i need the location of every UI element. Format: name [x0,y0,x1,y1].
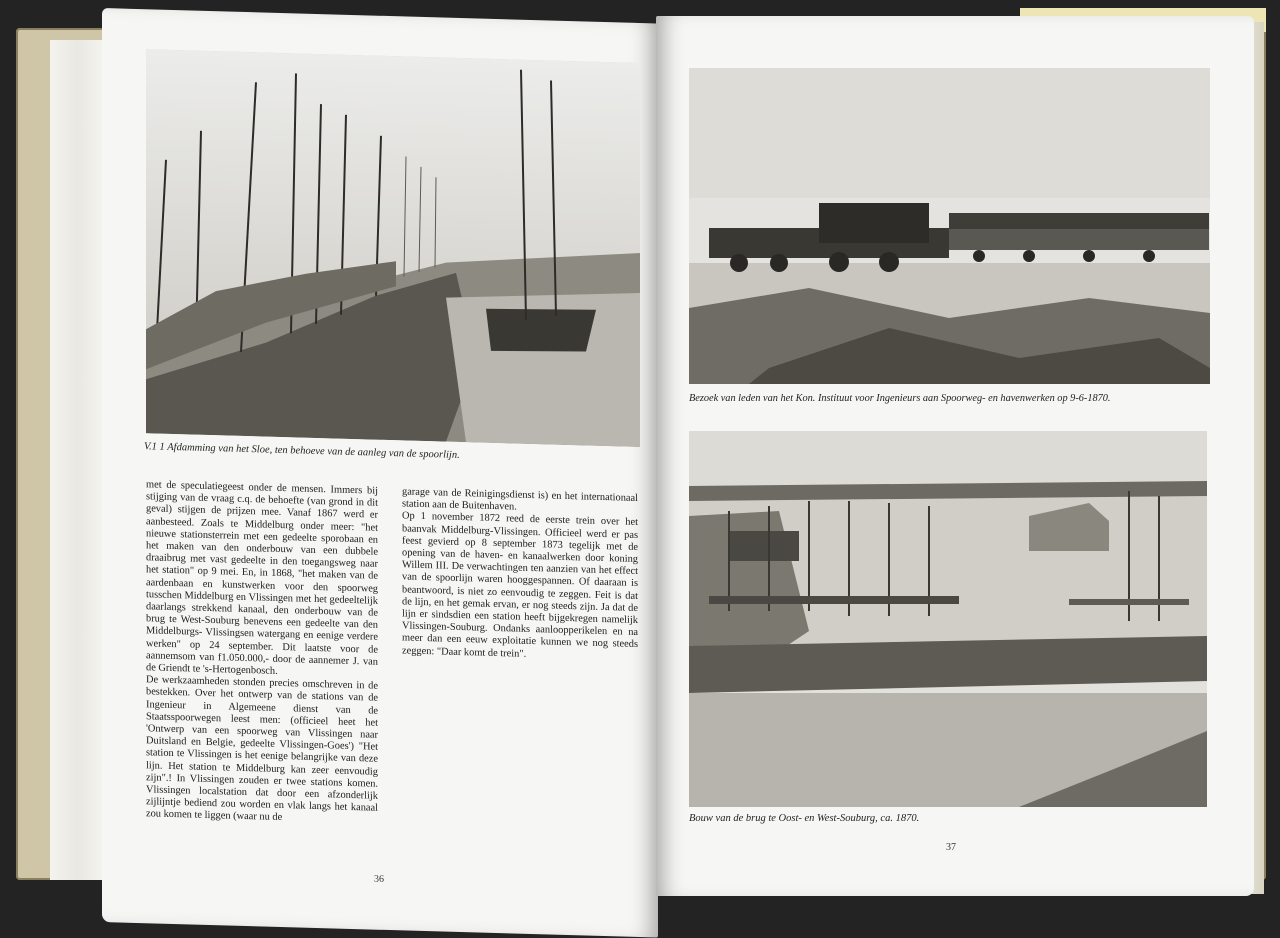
photo-caption-bottom: Bouw van de brug te Oost- en West-Souburg, ca. 1870. [689,813,920,824]
photo-caption-top: Bezoek van leden van het Kon. Instituut voor Ingenieurs aan Spoorweg- en havenwerken op 9-6-1870. [689,393,1111,404]
photo-train-visit [689,68,1210,384]
photo-caption: V.1 1 Afdamming van het Sloe, ten behoeve van de aanleg van de spoorlijn. [144,441,460,461]
page-number: 37 [946,842,956,853]
page-number: 36 [374,873,384,885]
photo-sloe-dam [146,49,640,447]
paragraph: garage van de Reinigingsdienst is) en het internationaal station aan de Buitenhaven. [402,486,638,513]
text-column-1 [146,479,378,827]
locomotive-picture [689,68,1210,384]
paragraph: met de speculatiegeest onder de mensen. Immers bij stijging van de vraag c.q. de behoefte (van grond in dit geval) stijgen de prijzen mee. Vanaf 1867 werd er aanbesteed. Zoals te Middelburg onder meer: "het nieuwe stationsterrein met een gedeelte sporobaan en het maken van den onderbouw van een dubbele draaibrug met vast gedeelte in den toegangsweg naar het station" op 9 mei. En, in 1868, "het maken van de aardenbaan en kunstwerken voor den spoorweg tusschen Middelburg en Vlissingen met het gedeeltelijk daarlangs strekkend kanaal, den onderbouw van de brug te West-Souburg benevens een gedeelte van den Middelburgs- Vlissingsen watergang en eenige verdere werken" op 24 september. Dit laatste voor de aannemsom van f1.050.000,- door de aannemer J. van de Griendt te 's-Hertogenbosch. [146,479,378,677]
sailing-ships-picture [146,49,640,447]
left-page [102,8,658,938]
right-page [656,16,1254,896]
photo-bridge-construction [689,431,1207,807]
bridge-construction-picture [689,431,1207,807]
text-column-2 [402,486,638,663]
paragraph: De werkzaamheden stonden precies omschreven in de bestekken. Over het ontwerp van de stations van de Ingenieur in Algemeene dienst van de Staatsspoorwegen leest men: (officieel heet het 'Ontwerp van een spoorweg van Vlissingen naar Duitsland en Belgie, gedeelte Vlissingen-Goes') "Het station te Vlissingen is het eenige belangrijke van deze lijn. Het station te Middelburg kan zeer eenvoudig zijn".! In Vlissingen zouden er twee stations komen. Vlissingen localstation dat door een afzonderlijk zijlijntje bediend zou worden en vlak langs het kanaal zou komen te liggen (waar nu de [146,674,378,824]
paragraph: Op 1 november 1872 reed de eerste trein over het baanvak Middelburg-Vlissingen. Officieel werd er pas feest gevierd op 8 september 1873 tegelijk met de opening van de haven- en kanaalwerken door koning Willem III. De verwachtingen ten aanzien van het effect van de spoorlijn waren hooggespannen. Of daaraan is beantwoord, is niet zo eenvoudig te zeggen. Feit is dat de lijn, en het gemak ervan, er nog steeds zijn. Ja dat de lijn er sindsdien een station heeft bijgekregen namelijk Vlissingen-Souburg. Ondanks aanloopperikelen en na meer dan een eeuw exploitatie kunnen we nog steeds zeggen: "Daar komt de trein". [402,510,638,660]
